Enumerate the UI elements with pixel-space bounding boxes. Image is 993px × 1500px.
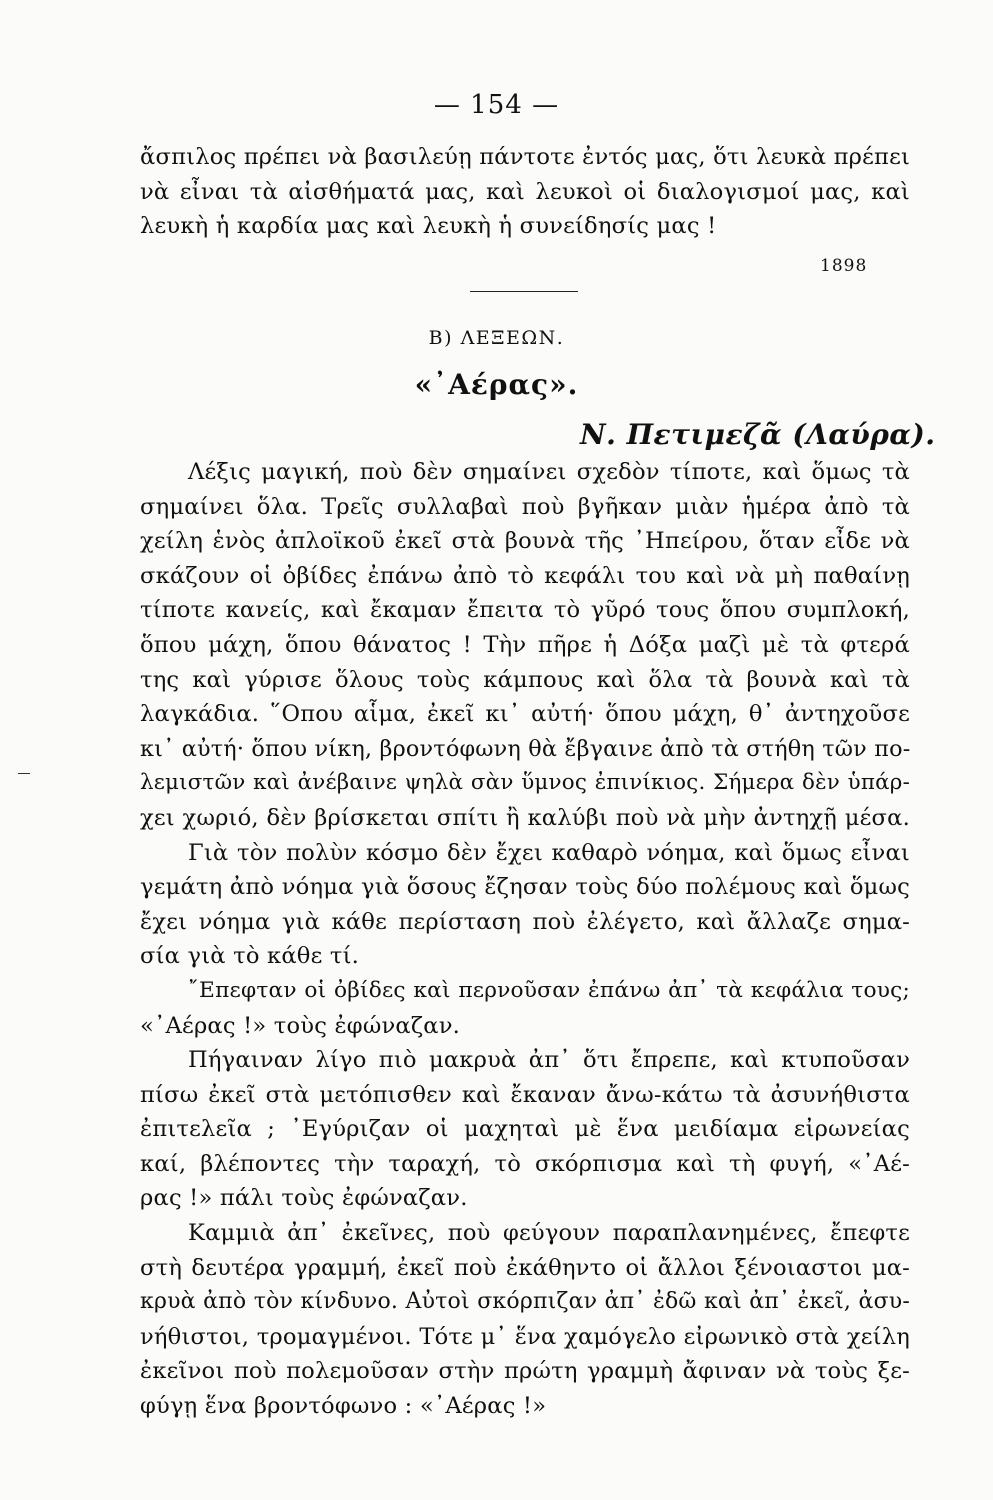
text-line: ἔχει νόημα γιὰ κάθε περίσταση ποὺ ἐλέγετο, καὶ ἄλλαζε σημα-: [140, 908, 910, 935]
article-title: «᾿Αέρας».: [414, 368, 579, 401]
text-line: λεμιστῶν καὶ ἀνέβαινε ψηλὰ σὰν ὕμνος ἐπινίκιος. Σήμερα δὲν ὑπάρ-: [140, 770, 910, 796]
text-line: καί, βλέποντες τὴν ταραχή, τὸ σκόρπισμα καὶ τὴ φυγή, «᾿Αέ-: [140, 1150, 910, 1177]
text-line: γεμάτη ἀπὸ νόημα γιὰ ὅσους ἔζησαν τοὺς δύο πολέμους καὶ ὅμως: [140, 874, 910, 901]
text-line: στὴ δευτέρα γραμμή, ἐκεῖ ποὺ ἐκάθηντο οἱ ἄλλοι ξένοιαστοι μα-: [140, 1254, 910, 1281]
text-line: ἐκεῖνοι ποὺ πολεμοῦσαν στὴν πρώτη γραμμὴ ἄφιναν νὰ τοὺς ξε-: [140, 1358, 910, 1385]
text-line: κι᾿ αὐτή· ὅπου νίκη, βροντόφωνη θὰ ἔβγαινε ἀπὸ τὰ στήθη τῶν πο-: [140, 735, 911, 762]
text-line: σημαίνει ὅλα. Τρεῖς συλλαβαὶ ποὺ βγῆκαν μιὰν ἡμέρα ἀπὸ τὰ: [140, 493, 910, 520]
intro-paragraph: [140, 140, 910, 244]
text-line: Γιὰ τὸν πολὺν κόσμο δὲν ἔχει καθαρὸ νόημα, καὶ ὅμως εἶναι: [188, 839, 910, 866]
text-line: νήθιστοι, τρομαγμένοι. Τότε μ᾿ ἕνα χαμόγελο εἰρωνικὸ στὰ χείλη: [140, 1323, 910, 1350]
divider-rule: [470, 291, 578, 292]
text-line: ἐπιτελεῖα ; ᾿Εγύριζαν οἱ μαχηταὶ μὲ ἕνα μειδίαμα εἰρωνείας: [140, 1116, 910, 1143]
text-line: λευκὴ ἡ καρδία μας καὶ λευκὴ ἡ συνείδησίς μας !: [140, 213, 717, 240]
text-line: «᾿Αέρας !» τοὺς ἐφώναζαν.: [140, 1012, 461, 1039]
section-heading: Β) ΛΕΞΕΩΝ.: [428, 327, 565, 349]
text-line: πίσω ἐκεῖ στὰ μετόπισθεν καὶ ἔκαναν ἄνω-κάτω τὰ ἀσυνήθιστα: [140, 1081, 910, 1108]
text-line: τίποτε κανείς, καὶ ἔκαμαν ἔπειτα τὸ γῦρό τους ὅπου συμπλοκή,: [140, 597, 910, 624]
text-line: χει χωριό, δὲν βρίσκεται σπίτι ἢ καλύβι ποὺ νὰ μὴν ἀντηχῇ μέσα.: [140, 804, 910, 831]
body-text: [140, 455, 910, 1424]
text-line: σκάζουν οἱ ὀβίδες ἐπάνω ἀπὸ τὸ κεφάλι του καὶ νὰ μὴ παθαίνῃ: [140, 562, 910, 589]
text-line: νὰ εἶναι τὰ αἰσθήματά μας, καὶ λευκοὶ οἱ διαλογισμοί μας, καὶ: [140, 178, 910, 205]
author-name: Ν. Πετιμεζᾶ (Λαύρα).: [580, 418, 936, 451]
text-line: φύγῃ ἕνα βροντόφωνο : «᾿Αέρας !»: [140, 1393, 547, 1420]
text-line: της καὶ γύρισε ὅλους τοὺς κάμπους καὶ ὅλα τὰ βουνὰ καὶ τὰ: [140, 666, 910, 693]
year-date: 1898: [820, 256, 868, 276]
text-line: Καμμιὰ ἀπ᾿ ἐκεῖνες, ποὺ φεύγουν παραπλανημένες, ἔπεφτε: [188, 1220, 910, 1247]
text-line: λαγκάδια. ῞Οπου αἷμα, ἐκεῖ κι᾿ αὐτή· ὅπου μάχη, θ᾿ ἀντηχοῦσε: [140, 701, 910, 728]
text-line: Λέξις μαγική, ποὺ δὲν σημαίνει σχεδὸν τίποτε, καὶ ὅμως τὰ: [188, 459, 910, 485]
page-number: — 154 —: [433, 90, 560, 120]
text-line: χείλη ἑνὸς ἀπλοϊκοῦ ἐκεῖ στὰ βουνὰ τῆς ᾿Ηπείρου, ὅταν εἶδε νὰ: [140, 528, 910, 555]
text-line: ὅπου μάχη, ὅπου θάνατος ! Τὴν πῆρε ἡ Δόξα μαζὶ μὲ τὰ φτερά: [140, 631, 910, 658]
text-line: Πήγαιναν λίγο πιὸ μακρυὰ ἀπ᾿ ὅτι ἔπρεπε, καὶ κτυποῦσαν: [188, 1047, 910, 1074]
text-line: ἄσπιλος πρέπει νὰ βασιλεύῃ πάντοτε ἐντός μας, ὅτι λευκὰ πρέπει: [140, 144, 911, 170]
margin-mark: [18, 773, 30, 774]
text-line: ρας !» πάλι τοὺς ἐφώναζαν.: [140, 1185, 468, 1212]
text-line: ῎Επεφταν οἱ ὀβίδες καὶ περνοῦσαν ἐπάνω ἀπ᾿ τὰ κεφάλια τους;: [188, 977, 910, 1003]
text-line: κρυὰ ἀπὸ τὸν κίνδυνο. Αὐτοὶ σκόρπιζαν ἀπ᾿ ἐδῶ καὶ ἀπ᾿ ἐκεῖ, ἀσυ-: [140, 1289, 910, 1315]
text-line: σία γιὰ τὸ κάθε τί.: [140, 943, 360, 970]
